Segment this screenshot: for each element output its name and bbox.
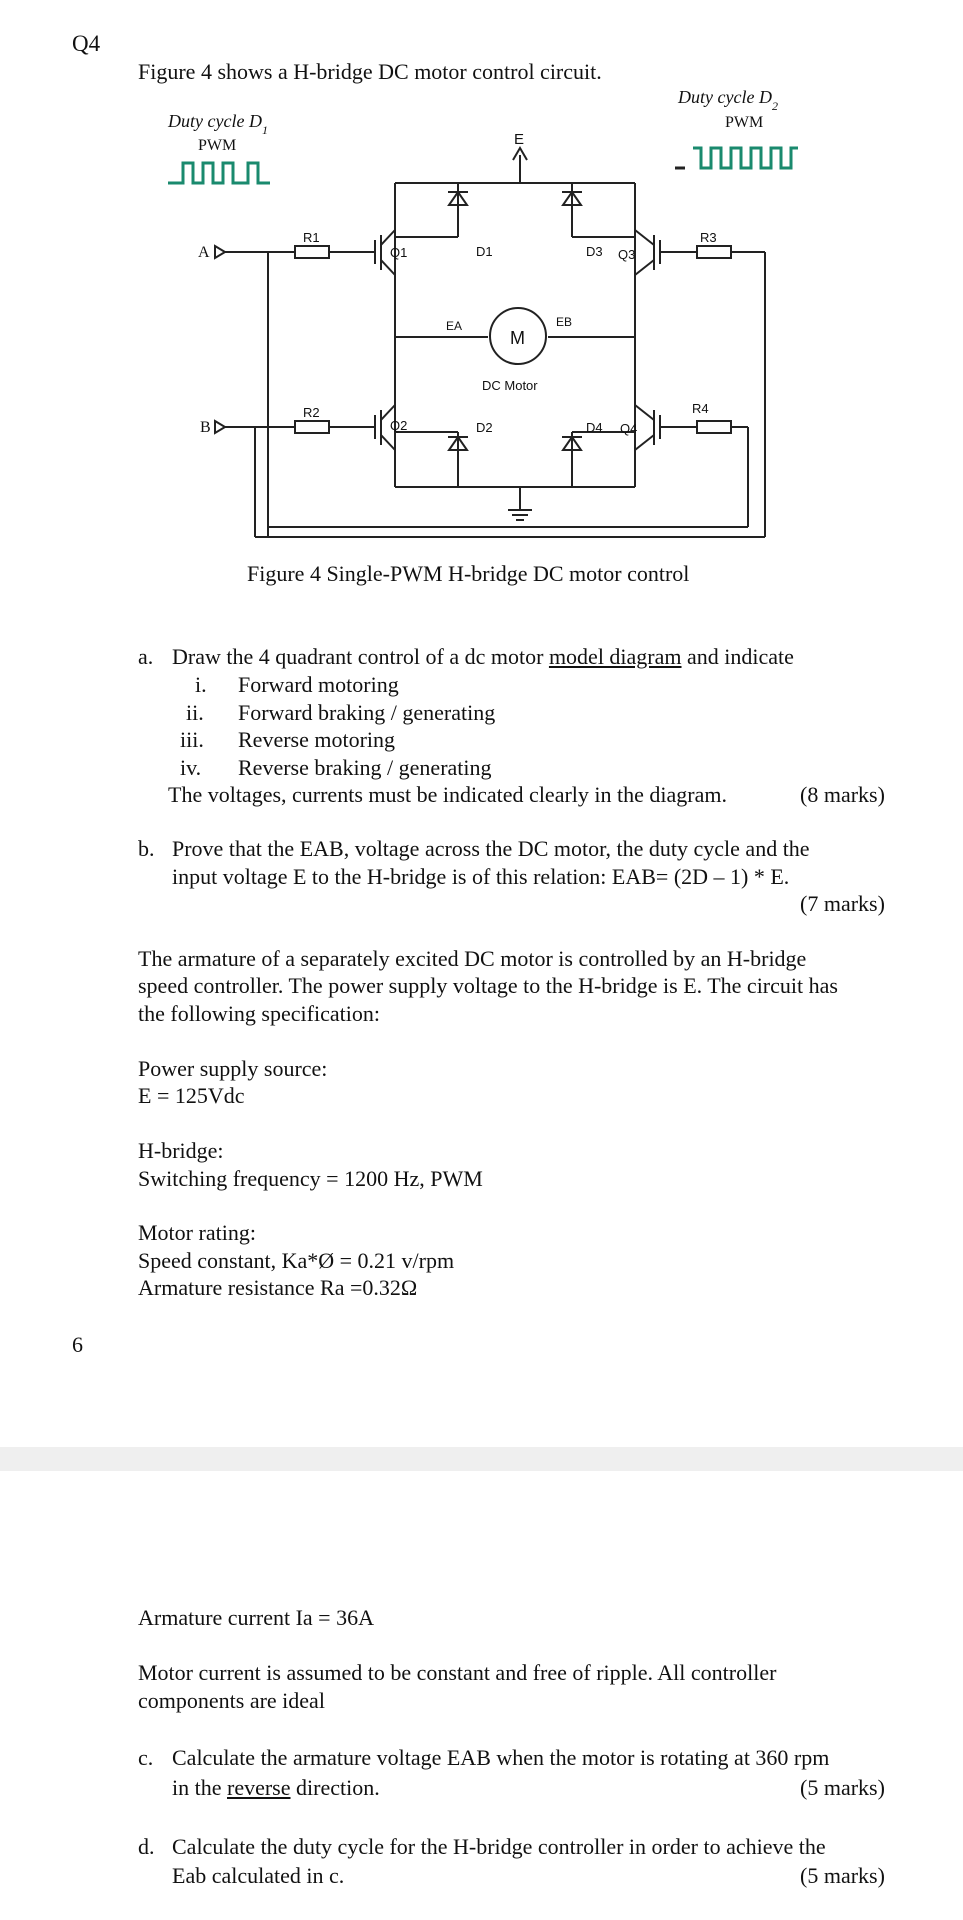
list-item: Reverse braking / generating [238,755,492,780]
part-c-marks: (5 marks) [800,1775,885,1800]
motor-label: DC Motor [482,378,538,393]
supply-label: E [514,131,525,148]
page-number: 6 [72,1332,83,1357]
part-b-line2: input voltage E to the H-bridge is of this relation: EAB= (2D – 1) * E. [172,864,790,889]
motor-resistance: Armature resistance Ra =0.32Ω [138,1275,418,1300]
part-c-letter: c. [138,1745,154,1770]
part-a-marks: (8 marks) [800,782,885,807]
resistor-r2-label: R2 [303,405,320,420]
transistor-q1-label: Q1 [390,245,408,260]
duty-left-sub: 1 [261,123,268,137]
part-c-line1: Calculate the armature voltage EAB when the motor is rotating at 360 rpm [172,1745,830,1770]
duty-right-sub: 2 [771,99,778,113]
list-item: Forward braking / generating [238,700,496,725]
terminal-b-label: EB [556,315,573,329]
transistor-q3-label: Q3 [618,247,636,262]
assumption-line: Motor current is assumed to be constant and free of ripple. All controller [138,1660,777,1685]
transistor-q2-label: Q2 [390,418,408,433]
hbridge-heading: H-bridge: [138,1138,224,1163]
pwm-left-label: PWM [198,137,237,154]
motor-speed: Speed constant, Ka*Ø = 0.21 v/rpm [138,1248,455,1273]
list-item-num: ii. [186,700,204,725]
part-d-line1: Calculate the duty cycle for the H-bridge controller in order to achieve the [172,1834,826,1859]
duty-right-label: Duty cycle D [678,87,772,107]
list-item: Forward motoring [238,672,399,697]
model-diagram-underline: model diagram [548,644,682,669]
reverse-underline: reverse [227,1775,291,1800]
diode-d3-label: D3 [586,244,603,259]
part-a-letter: a. [138,644,154,669]
svg-text:Duty cycle D1 [167,111,268,137]
page-separator [0,1447,963,1471]
part-d-marks: (5 marks) [800,1863,885,1888]
part-a-text: Draw the 4 quadrant control of a dc motor model diagram and indicate [172,644,794,669]
resistor-r1-label: R1 [303,230,320,245]
part-b-letter: b. [138,836,155,861]
diode-d1-label: D1 [476,244,493,259]
resistor-r3-label: R3 [700,230,717,245]
list-item-num: iv. [180,755,202,780]
input-b-label: B [200,419,211,436]
paragraph-line: The armature of a separately excited DC motor is controlled by an H-bridge [138,946,807,971]
part-a-closing: The voltages, currents must be indicated clearly in the diagram. [168,782,727,807]
figure-caption: Figure 4 Single-PWM H-bridge DC motor control [247,561,690,586]
diode-d2-label: D2 [476,420,493,435]
armature-current: Armature current Ia = 36A [138,1605,374,1630]
power-heading: Power supply source: [138,1056,328,1081]
h-bridge-circuit-diagram [0,87,963,570]
svg-text:Duty cycle D2 [677,87,778,113]
paragraph-line: the following specification: [138,1001,380,1026]
transistor-q4-label: Q4 [620,421,638,436]
hbridge-value: Switching frequency = 1200 Hz, PWM [138,1166,483,1191]
list-item-num: iii. [180,727,204,752]
part-c-line2: in the reverse direction. [172,1775,380,1800]
diode-d4-label: D4 [586,420,603,435]
intro-text: Figure 4 shows a H-bridge DC motor control circuit. [138,59,602,84]
assumption-line: components are ideal [138,1688,325,1713]
list-item: Reverse motoring [238,727,396,752]
power-value: E = 125Vdc [138,1083,245,1108]
resistor-r4-label: R4 [692,401,709,416]
duty-left-label: Duty cycle D [168,111,262,131]
question-label: Q4 [72,31,101,56]
motor-heading: Motor rating: [138,1220,256,1245]
input-a-label: A [198,244,210,261]
list-item-num: i. [195,672,207,697]
motor-symbol: M [510,328,525,348]
terminal-a-label: EA [446,319,463,333]
part-d-line2: Eab calculated in c. [172,1863,345,1888]
part-b-line1: Prove that the EAB, voltage across the DC motor, the duty cycle and the [172,836,810,861]
part-b-marks: (7 marks) [800,891,885,916]
pwm-right-label: PWM [725,114,764,131]
part-d-letter: d. [138,1834,155,1859]
paragraph-line: speed controller. The power supply voltage to the H-bridge is E. The circuit has [138,973,838,998]
